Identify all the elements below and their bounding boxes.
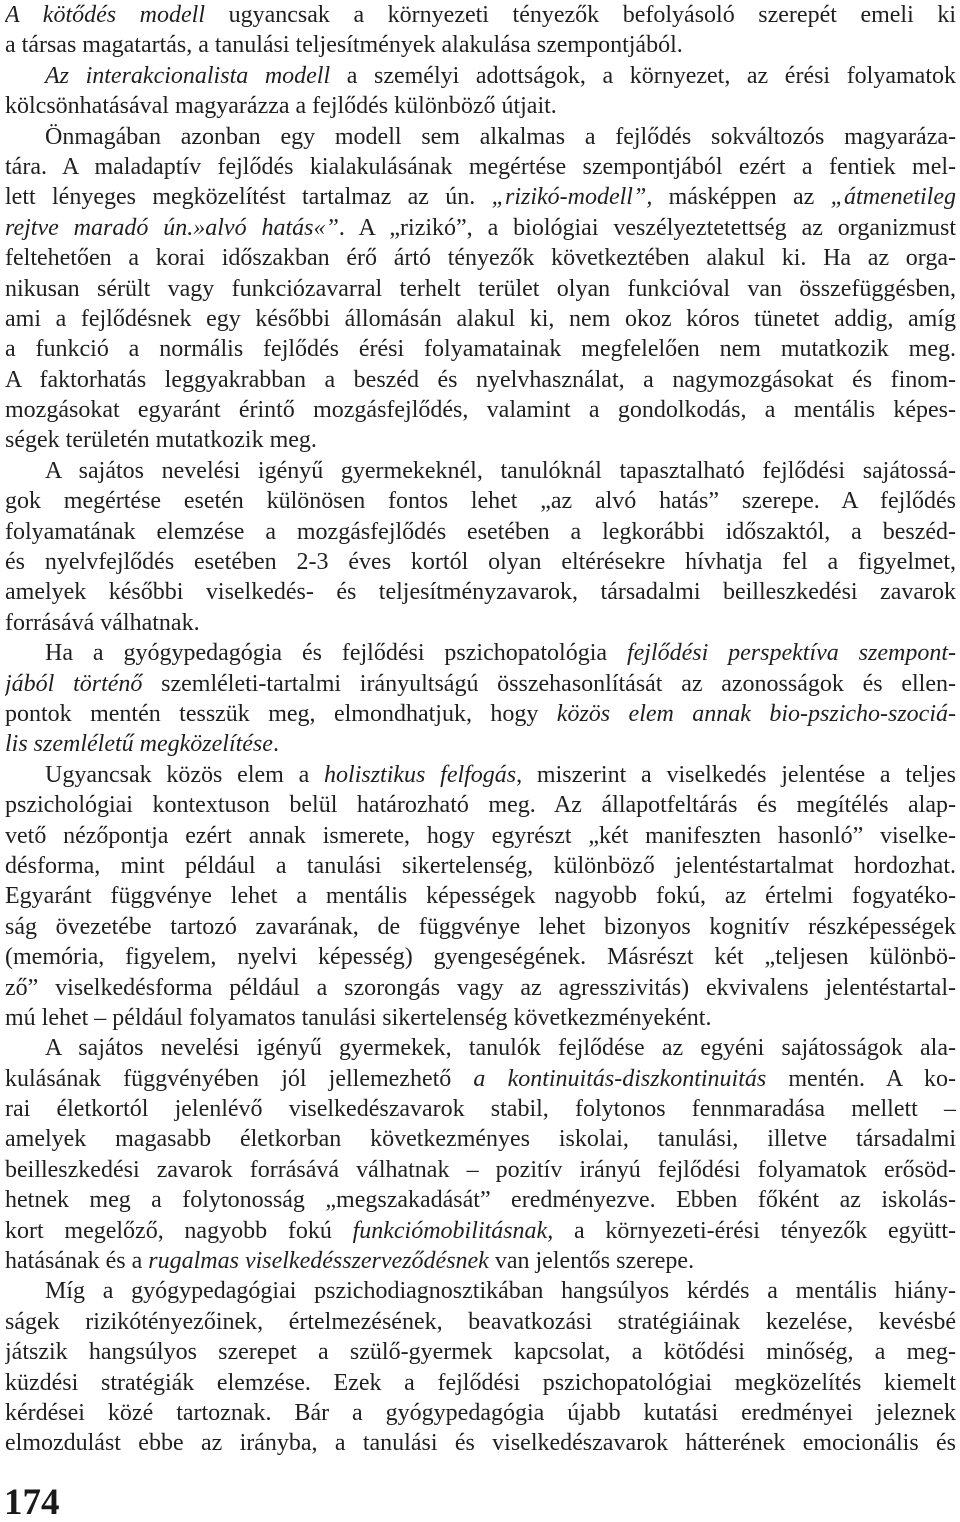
text-line: [5, 1094, 956, 1124]
text-line: [5, 274, 956, 304]
text-line: [5, 1307, 956, 1337]
text-line: [5, 395, 956, 425]
text-run: nikusan sérült vagy funkciózavarral terhelt terület olyan funkcióval van összefüggésben,: [5, 275, 956, 302]
text-run: ségek területén mutatkozik meg.: [5, 427, 317, 454]
text-run: Míg a gyógypedagógiai pszichodiagnosztikában hangsúlyos kérdés a mentális hiány-: [45, 1278, 956, 1305]
paragraph: [5, 0, 956, 61]
body-text: [5, 0, 956, 1459]
text-run: kölcsönhatásával magyarázza a fejlődés különböző útjait.: [5, 93, 557, 120]
emphasized-text: a kontinuitás-diszkontinuitás: [473, 1065, 767, 1092]
text-line: [5, 152, 956, 182]
text-line: [5, 1276, 956, 1306]
text-line: [5, 912, 956, 942]
text-run: a funkció a normális fejlődés érési folyamatainak megfelelően nem mutatkozik meg.: [5, 336, 956, 363]
text-line: [5, 881, 956, 911]
text-run: amelyek magasabb életkorban következményes iskolai, tanulási, illetve társadalmi: [5, 1126, 956, 1153]
text-line: [5, 304, 956, 334]
text-line: [5, 213, 956, 243]
text-line: [5, 517, 956, 547]
text-line: [5, 851, 956, 881]
text-run: folyamatának elemzése a mozgásfejlődés esetében a legkorábbi időszaktól, a beszéd-: [5, 518, 956, 545]
text-run: feltehetően a korai időszakban érő ártó tényezők következtében alakul ki. Ha az orga-: [5, 245, 956, 272]
page-number: 174: [4, 1482, 60, 1522]
emphasized-text: lis szemléletű megközelítése: [5, 731, 273, 758]
text-run: játszik hangsúlyos szerepet a szülő-gyermek kapcsolat, a kötődési minőség, a meg-: [5, 1339, 956, 1366]
text-run: ságek rizikótényezőinek, értelmezésének, beavatkozási stratégiáinak kezelése, kevésbé: [5, 1308, 956, 1335]
text-line: [5, 547, 956, 577]
text-line: [5, 486, 956, 516]
text-line: [5, 243, 956, 273]
text-run: beilleszkedési zavarok forrásává válhatnak – pozitív irányú fejlődési folyamatok erősöd-: [5, 1156, 956, 1183]
text-run: mozgásokat egyaránt érintő mozgásfejlődés, valamint a gondolkodás, a mentális képes-: [5, 397, 956, 424]
emphasized-text: holisztikus felfogás: [324, 761, 517, 788]
text-run: ami a fejlődésnek egy későbbi állomásán alakul ki, nem okoz kóros tünetet addig, amíg: [5, 305, 956, 332]
emphasized-text: közös elem annak bio-pszicho-szociá-: [556, 700, 956, 727]
text-line: [5, 365, 956, 395]
text-line: [5, 699, 956, 729]
text-run: .: [272, 731, 279, 758]
paragraph: [5, 61, 956, 122]
text-line: [5, 30, 956, 60]
emphasized-text: „átmenetileg: [830, 184, 956, 211]
text-line: [5, 790, 956, 820]
text-run: ugyancsak a környezeti tényezők befolyásoló szerepét emeli ki: [205, 2, 956, 28]
text-line: [5, 942, 956, 972]
text-run: a személyi adottságok, a környezet, az érési folyamatok: [330, 62, 956, 89]
text-run: kérdései közé tartoznak. Bár a gyógypedagógia újabb kutatási eredményei jeleznek: [5, 1399, 956, 1426]
text-line: [5, 669, 956, 699]
emphasized-text: funkciómobilitásnak,: [352, 1217, 554, 1244]
text-line: [5, 1003, 956, 1033]
text-run: , miszerint a viselkedés jelentése a teljes: [516, 761, 956, 788]
emphasized-text: rejtve maradó ún.»alvó hatás«”: [5, 214, 339, 241]
text-line: [5, 729, 956, 759]
text-run: . A „rizikó”, a biológiai veszélyeztetettség az organizmust: [338, 214, 956, 241]
text-run: elmozdulást ebbe az irányba, a tanulási és viselkedészavarok hátterének emocionális és: [5, 1430, 956, 1457]
text-run: szemléleti-tartalmi irányultságú összehasonlítását az azonosságok és ellen-: [142, 670, 956, 697]
paragraph: [5, 1033, 956, 1276]
text-run: pszichológiai kontextuson belül határozható meg. Az állapotfeltárás és megítélés alap-: [5, 792, 956, 819]
text-run: van jelentős szerepe.: [488, 1248, 695, 1275]
text-run: Ha a gyógypedagógia és fejlődési pszichopatológia: [45, 640, 627, 667]
text-run: A sajátos nevelési igényű gyermekeknél, tanulóknál tapasztalható fejlődési sajátossá-: [45, 457, 956, 484]
text-line: [5, 1064, 956, 1094]
text-line: [5, 1246, 956, 1276]
text-line: [5, 122, 956, 152]
text-run: tára. A maladaptív fejlődés kialakulásának megértése szempontjából ezért a fentiek mel-: [5, 153, 956, 180]
text-line: [5, 456, 956, 486]
text-line: [5, 1155, 956, 1185]
text-line: [5, 61, 956, 91]
text-run: forrásává válhatnak.: [5, 609, 200, 636]
text-line: [5, 0, 956, 30]
text-run: mú lehet – például folyamatos tanulási sikertelenség következményeként.: [5, 1004, 712, 1031]
text-run: gok megértése esetén különösen fontos lehet „az alvó hatás” szerepe. A fejlődés: [5, 488, 956, 515]
emphasized-text: A kötődés modell: [5, 2, 206, 28]
text-run: a környezeti-érési tényezők együtt-: [553, 1217, 956, 1244]
text-line: [5, 760, 956, 790]
text-run: amelyek későbbi viselkedés- és teljesítményzavarok, társadalmi beilleszkedési zavarok: [5, 579, 956, 606]
paragraph: [5, 638, 956, 760]
text-run: lett lényeges megközelítést tartalmaz az ún.: [5, 184, 492, 211]
text-line: [5, 1216, 956, 1246]
text-line: [5, 577, 956, 607]
text-run: hatásának és a: [5, 1248, 149, 1275]
emphasized-text: „rizikó-modell”,: [491, 184, 653, 211]
text-line: [5, 608, 956, 638]
text-line: [5, 1337, 956, 1367]
text-line: [5, 1398, 956, 1428]
text-line: [5, 1428, 956, 1458]
text-run: kulásának függvényében jól jellemezhető: [5, 1065, 474, 1092]
text-line: [5, 1185, 956, 1215]
text-run: a társas magatartás, a tanulási teljesítmények alakulása szempontjából.: [5, 32, 683, 59]
text-line: [5, 638, 956, 668]
paragraph: [5, 122, 956, 456]
emphasized-text: Az interakcionalista modell: [45, 62, 331, 89]
text-run: A faktorhatás leggyakrabban a beszéd és nyelvhasználat, a nagymozgásokat és finom-: [5, 366, 956, 393]
emphasized-text: jából történő: [5, 670, 143, 697]
text-run: Egyaránt függvénye lehet a mentális képességek nagyobb fokú, az értelmi fogyatéko-: [5, 883, 956, 910]
paragraph: [5, 1276, 956, 1458]
text-run: Ugyancsak közös elem a: [45, 761, 325, 788]
text-run: küzdési stratégiák elemzése. Ezek a fejlődési pszichopatológiai megközelítés kiemelt: [5, 1369, 956, 1396]
paragraph: [5, 456, 956, 638]
emphasized-text: fejlődési perspektíva szempont-: [626, 640, 956, 667]
text-line: [5, 973, 956, 1003]
text-line: [5, 425, 956, 455]
text-run: rai életkortól jelenlévő viselkedészavarok stabil, folytonos fennmaradása mellett –: [5, 1096, 956, 1123]
text-run: hetnek meg a folytonosság „megszakadását” eredményezve. Ebben főként az iskolás-: [5, 1187, 956, 1214]
text-run: és nyelvfejlődés esetében 2-3 éves kortól olyan eltérésekre hívhatja fel a figyelmet,: [5, 549, 956, 576]
text-run: désforma, mint például a tanulási sikertelenség, különböző jelentéstartalmat hordozhat.: [5, 852, 956, 879]
text-run: ság övezetébe tartozó zavarának, de függvénye lehet bizonyos kognitív részképességek: [5, 913, 956, 940]
text-run: (memória, figyelem, nyelvi képesség) gyengeségének. Másrészt két „teljesen különbö-: [5, 944, 956, 971]
text-run: Önmagában azonban egy modell sem alkalmas a fejlődés sokváltozós magyaráza-: [45, 123, 956, 150]
text-line: [5, 1124, 956, 1154]
text-line: [5, 821, 956, 851]
text-run: pontok mentén tesszük meg, elmondhatjuk, hogy: [5, 700, 557, 727]
text-run: vető nézőpontja ezért annak ismerete, hogy egyrészt „két manifeszten hasonló” viselke-: [5, 822, 956, 849]
text-line: [5, 1368, 956, 1398]
text-line: [5, 91, 956, 121]
text-run: kort megelőző, nagyobb fokú: [5, 1217, 353, 1244]
text-line: [5, 334, 956, 364]
text-line: [5, 1033, 956, 1063]
text-run: mentén. A ko-: [766, 1065, 956, 1092]
text-line: [5, 182, 956, 212]
paragraph: [5, 760, 956, 1034]
emphasized-text: rugalmas viselkedésszerveződésnek: [148, 1248, 489, 1275]
text-run: A sajátos nevelési igényű gyermekek, tanulók fejlődése az egyéni sajátosságok ala-: [45, 1035, 956, 1062]
text-run: ző” viselkedésforma például a szorongás vagy az agresszivitás) ekvivalens jelentéstartal-: [5, 974, 956, 1001]
text-run: másképpen az: [652, 184, 831, 211]
